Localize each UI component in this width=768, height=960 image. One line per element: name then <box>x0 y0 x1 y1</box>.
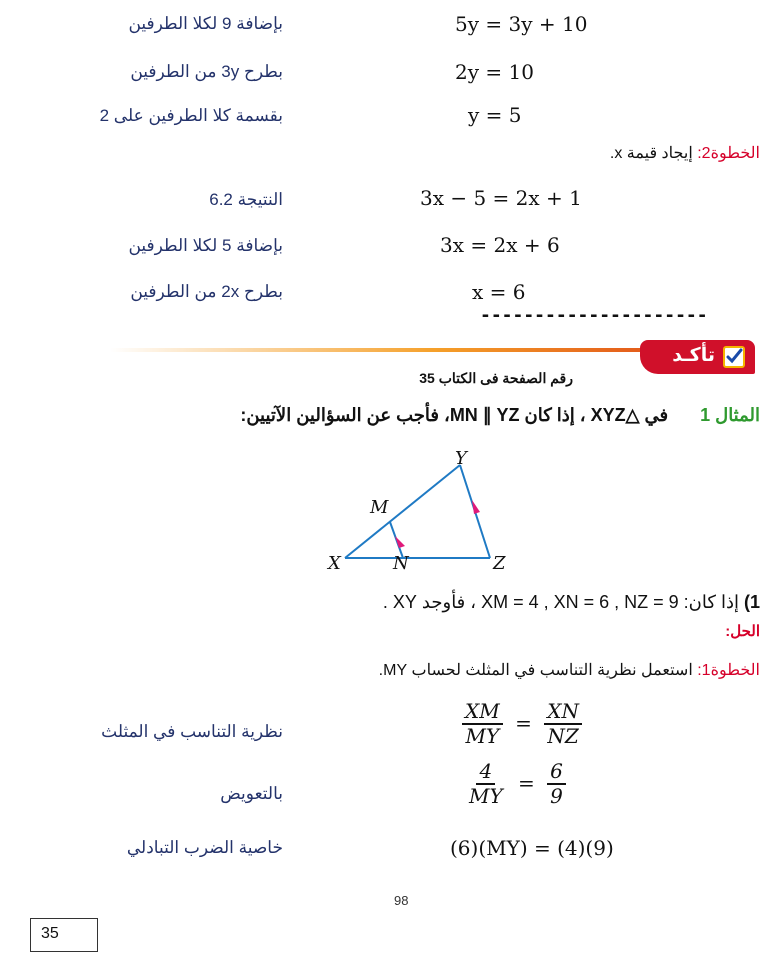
equation: 5y = 3y + 10 <box>455 12 588 36</box>
fraction-denominator: MY <box>465 724 500 748</box>
question-text: إذا كان: XM = 4 , XN = 6 , NZ = 9 ، فأوجد XY . <box>382 592 739 612</box>
equation: 2y = 10 <box>455 60 534 84</box>
step-note: بالتعويض <box>220 784 283 803</box>
solution-label: الحل: <box>725 623 760 640</box>
step-note: نظرية التناسب في المثلث <box>101 722 283 741</box>
step-note: النتيجة 6.2 <box>209 190 283 209</box>
substitution-equation: $\frac{4}{MY}$ = $\frac{6}{9}$ <box>466 760 566 808</box>
fraction-denominator: NZ <box>547 724 579 748</box>
step-note: بطرح 2x من الطرفين <box>130 282 283 301</box>
vertex-label: M <box>370 497 389 518</box>
step-note: بطرح 3y من الطرفين <box>130 62 283 81</box>
fraction-numerator: 4 <box>476 760 495 785</box>
step-label: الخطوة1: <box>697 662 760 679</box>
step-note: بإضافة 5 لكلا الطرفين <box>128 236 283 255</box>
equation: y = 5 <box>468 103 522 127</box>
banner-label: تأكـد <box>672 344 715 366</box>
page-number: 98 <box>394 893 409 908</box>
page-reference: رقم الصفحة فى الكتاب 35 <box>419 370 573 386</box>
step-note: خاصية الضرب التبادلي <box>126 838 283 857</box>
dashed-divider: --------------------- <box>480 305 708 326</box>
vertex-label: N <box>393 553 409 574</box>
fraction-numerator: 6 <box>547 760 566 785</box>
question-number: 1) <box>743 592 760 612</box>
fraction-numerator: XN <box>544 700 582 725</box>
equation: (6)(MY) = (4)(9) <box>450 836 614 860</box>
checkbox-icon <box>723 346 745 368</box>
example-intro: في △XYZ ، إذا كان MN ∥ YZ، فأجب عن السؤالين الآتيين: <box>240 405 669 425</box>
step-label: الخطوة2: <box>697 145 760 162</box>
fraction-denominator: MY <box>469 784 503 808</box>
fraction-denominator: 9 <box>550 784 563 808</box>
step-text: إيجاد قيمة x. <box>609 145 693 162</box>
fraction-numerator: XM <box>462 700 503 725</box>
proportion-equation: $\frac{XM}{MY}$ = $\frac{XN}{NZ}$ <box>462 700 582 748</box>
vertex-label: Z <box>493 553 506 574</box>
vertex-label: Y <box>455 448 467 469</box>
step1-heading <box>379 660 760 680</box>
equation: 3x = 2x + 6 <box>440 233 560 257</box>
banner-tab <box>640 340 755 374</box>
equation: 3x − 5 = 2x + 1 <box>420 186 582 210</box>
step-note: بقسمة كلا الطرفين على 2 <box>99 106 283 125</box>
page-number-box <box>30 918 98 952</box>
vertex-label: X <box>328 553 341 574</box>
step2-heading <box>610 143 760 163</box>
banner-line <box>110 348 650 352</box>
step-note: بإضافة 9 لكلا الطرفين <box>128 14 283 33</box>
equation: x = 6 <box>472 280 526 304</box>
example-label: المثال 1 <box>700 405 760 425</box>
step-text: استعمل نظرية التناسب في المثلث لحساب MY. <box>378 662 693 679</box>
example-line <box>240 405 760 426</box>
question-line <box>383 592 760 613</box>
box-number: 35 <box>41 925 59 942</box>
